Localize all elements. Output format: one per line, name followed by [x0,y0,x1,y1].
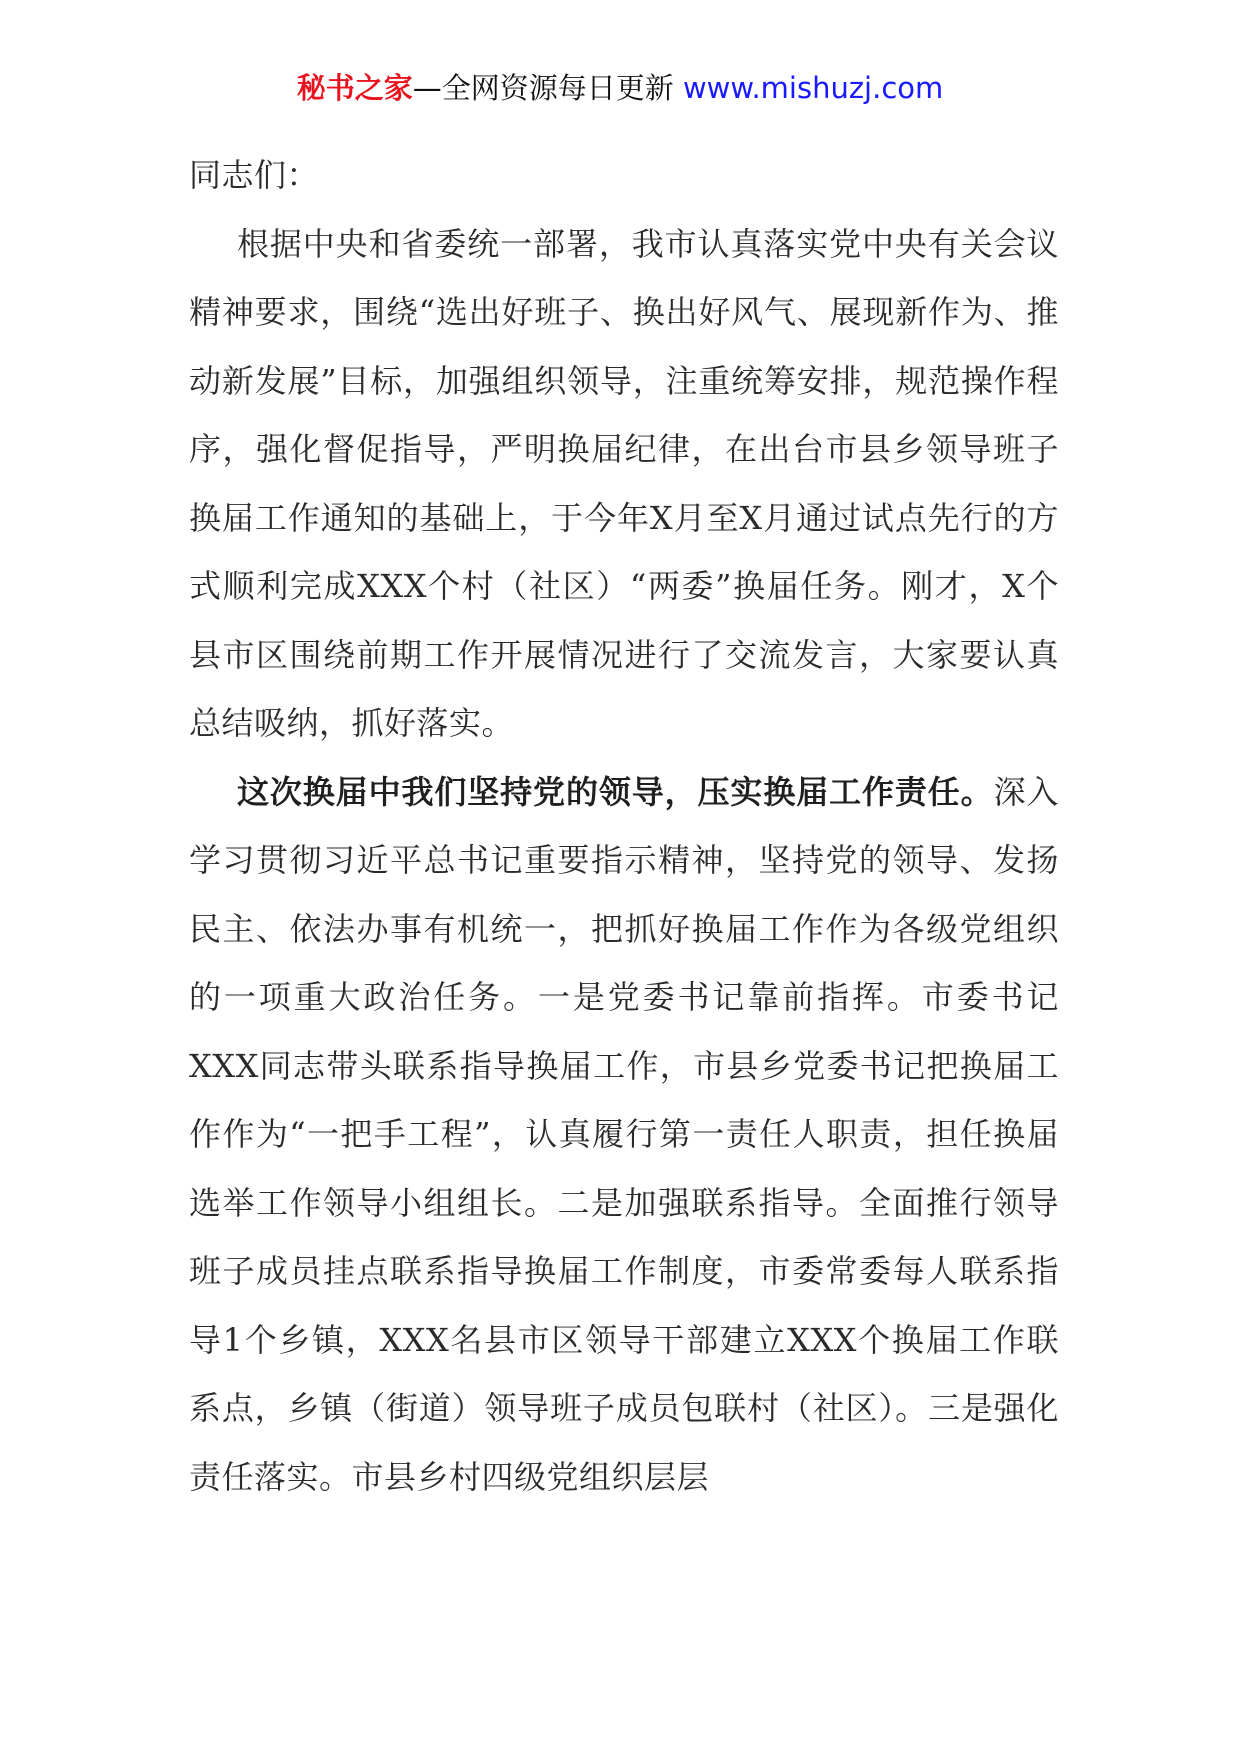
paragraph-intro [189,210,1059,758]
salutation: 同志们： [189,156,320,194]
site-banner [0,68,1240,108]
document-body [189,141,1059,1511]
paragraph-text: 根据中央和省委统一部署，我市认真落实党中央有关会议精神要求，围绕“选出好班子、换出好风气、展现新作为、推动新发展”目标，加强组织领导，注重统筹安排，规范操作程序，强化督促指导，严明换届纪律，在出台市县乡领导班子换届工作通知的基础上，于今年X月至X月通过试点先行的方式顺利完成XXX个村（社区）“两委”换届任务。刚才，X个县市区围绕前期工作开展情况进行了交流发言，大家要认真总结吸纳，抓好落实。 [189,224,1059,742]
paragraph-text: 深入学习贯彻习近平总书记重要指示精神，坚持党的领导、发扬民主、依法办事有机统一，把抓好换届工作作为各级党组织的一项重大政治任务。一是党委书记靠前指挥。市委书记XXX同志带头联系指导换届工作，市县乡党委书记把换届工作作为“一把手工程”，认真履行第一责任人职责，担任换届选举工作领导小组组长。二是加强联系指导。全面推行领导班子成员挂点联系指导换届工作制度，市委常委每人联系指导1个乡镇，XXX名县市区领导干部建立XXX个换届工作联系点，乡镇（街道）领导班子成员包联村（社区）。三是强化责任落实。市县乡村四级党组织层层 [189,772,1059,1496]
banner-slogan: —全网资源每日更新 [412,71,674,105]
site-url-link[interactable]: www.mishuzj.com [682,71,944,105]
paragraph-lead-sentence: 这次换届中我们坚持党的领导，压实换届工作责任。 [237,772,994,811]
brand-name: 秘书之家 [296,71,413,105]
paragraph-party-leadership [189,758,1059,1512]
